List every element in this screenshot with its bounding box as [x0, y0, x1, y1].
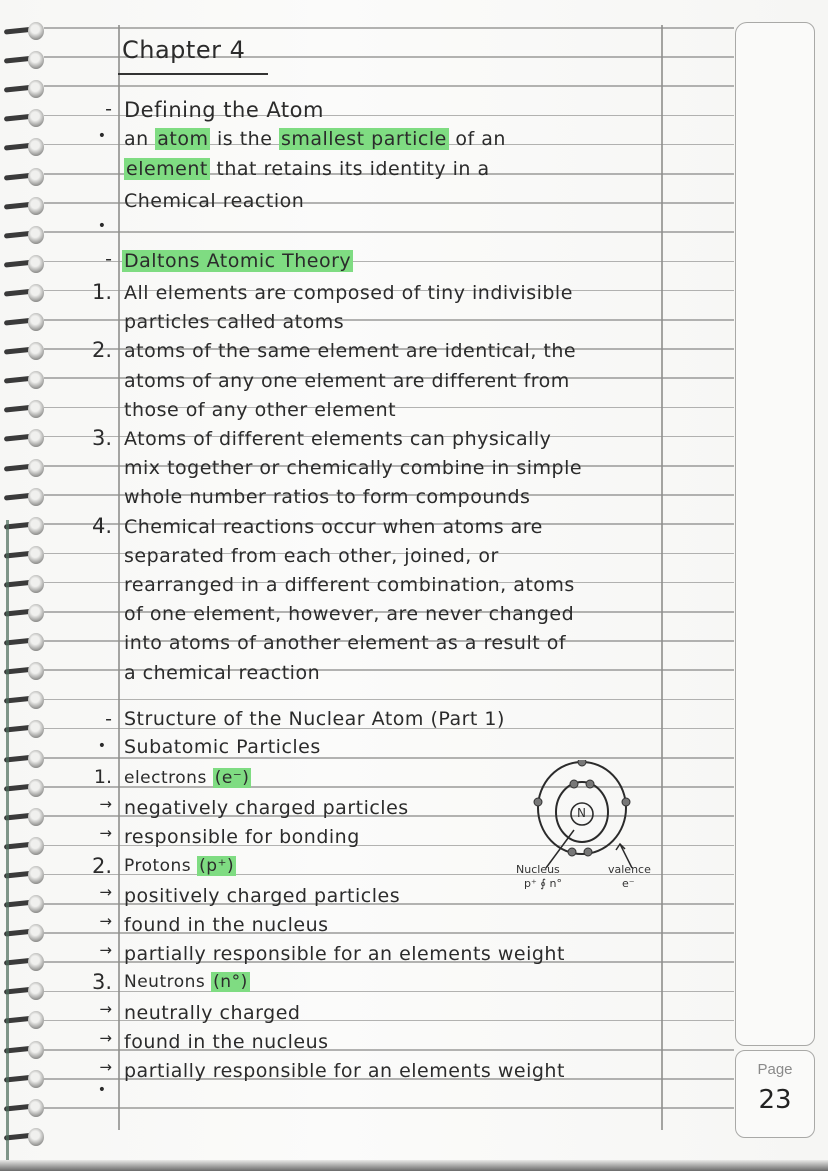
list-item-line: atoms of the same element are identical, the — [124, 340, 577, 363]
spiral-coil — [4, 20, 44, 42]
text: is the — [210, 128, 279, 150]
list-number: 2. — [91, 338, 112, 363]
definition-line-3: Chemical reaction — [124, 190, 305, 212]
spiral-coil — [4, 718, 44, 740]
spiral-coil — [4, 893, 44, 915]
particle-name-line — [124, 768, 251, 788]
valence-label: valence — [608, 863, 651, 876]
spiral-coil — [4, 166, 44, 188]
spiral-coil — [4, 224, 44, 246]
valence-sub-label: e⁻ — [622, 877, 635, 890]
spiral-coil — [4, 195, 44, 217]
section-heading-defining-atom: Defining the Atom — [124, 98, 324, 122]
list-item-line: rearranged in a different combination, atoms — [124, 574, 575, 596]
sub-bullet-marker: • — [97, 738, 106, 754]
section-heading-daltons — [122, 250, 353, 272]
left-margin-line — [118, 25, 120, 1130]
ruled-line — [44, 1107, 734, 1109]
right-margin-line — [661, 25, 663, 1130]
particle-name: electrons — [124, 768, 207, 788]
arrow-icon: → — [99, 999, 112, 1018]
highlight-atom: atom — [157, 128, 209, 150]
chapter-title: Chapter 4 — [122, 36, 246, 64]
particle-point: found in the nucleus — [124, 1030, 329, 1053]
list-item-line: a chemical reaction — [124, 661, 321, 684]
heading-marker: - — [105, 248, 112, 270]
highlight-daltons-heading: Daltons Atomic Theory — [124, 250, 352, 272]
spiral-coil — [4, 573, 44, 595]
ruled-line — [44, 699, 734, 701]
particle-point: partially responsible for an elements weight — [124, 1060, 565, 1082]
particle-symbol-highlight: (e⁻) — [214, 768, 250, 788]
spiral-coil — [4, 515, 44, 537]
highlight-element: element — [126, 158, 208, 180]
arrow-icon: → — [99, 1058, 112, 1076]
bullet-marker: • — [97, 128, 106, 144]
spiral-coil — [4, 806, 44, 828]
particle-number: 1. — [93, 766, 112, 788]
subheading-subatomic: Subatomic Particles — [124, 736, 321, 758]
spiral-coil — [4, 1126, 44, 1148]
list-item-line: All elements are composed of tiny indivisible — [124, 282, 573, 304]
spiral-coil — [4, 253, 44, 275]
spiral-coil — [4, 602, 44, 624]
text: an — [124, 128, 156, 150]
spiral-coil — [4, 922, 44, 944]
spiral-coil — [4, 1009, 44, 1031]
particle-number: 2. — [91, 853, 112, 878]
list-item-line: atoms of any one element are different from — [124, 369, 570, 392]
particle-name: Neutrons — [124, 972, 206, 993]
text: of an — [448, 128, 506, 150]
spiral-coil — [4, 544, 44, 566]
particle-point: neutrally charged — [124, 1001, 301, 1024]
particle-number: 3. — [91, 970, 112, 995]
nucleus-label: Nucleus — [516, 863, 560, 876]
title-underline — [118, 73, 268, 75]
spiral-coil — [4, 427, 44, 449]
particle-point: partially responsible for an elements weight — [124, 943, 565, 966]
spiral-coil — [4, 864, 44, 886]
arrow-icon: → — [99, 795, 112, 814]
spiral-coil — [4, 748, 44, 770]
ruled-line — [44, 231, 734, 233]
list-item-line: those of any other element — [124, 398, 397, 421]
spiral-coil — [4, 951, 44, 973]
particle-point: negatively charged particles — [124, 797, 409, 820]
spiral-coil — [4, 980, 44, 1002]
highlight-smallest-particle: smallest particle — [280, 128, 447, 150]
page-number-tab — [735, 1050, 815, 1138]
particle-symbol-highlight: (n°) — [213, 972, 248, 993]
definition-line-2 — [124, 158, 490, 180]
particle-name-line — [124, 972, 250, 992]
list-item-line: separated from each other, joined, or — [124, 544, 499, 567]
particle-point: positively charged particles — [124, 884, 401, 907]
spiral-coil — [4, 49, 44, 71]
ruled-line — [44, 85, 734, 87]
nucleus-sub-label: p⁺ ∮ n° — [524, 877, 562, 890]
arrow-icon: → — [99, 882, 112, 901]
arrow-icon: → — [99, 1028, 112, 1047]
atom-center-label: N — [577, 806, 586, 820]
particle-symbol-highlight: (p⁺) — [199, 855, 235, 876]
text: that retains its identity in a — [209, 158, 490, 180]
spiral-coil — [4, 1039, 44, 1061]
spiral-coil — [4, 660, 44, 682]
list-item-line: Chemical reactions occur when atoms are — [124, 515, 543, 538]
spiral-coil — [4, 1097, 44, 1119]
atom-diagram — [516, 760, 660, 900]
page-number: 23 — [758, 1085, 792, 1115]
spiral-coil — [4, 835, 44, 857]
particle-point: responsible for bonding — [124, 826, 360, 849]
spiral-coil — [4, 689, 44, 711]
section-heading-structure: Structure of the Nuclear Atom (Part 1) — [124, 708, 505, 730]
arrow-icon: → — [99, 912, 112, 930]
arrow-icon: → — [99, 824, 112, 843]
list-item-line: particles called atoms — [124, 311, 345, 334]
heading-marker: - — [105, 708, 112, 730]
spiral-coil — [4, 136, 44, 158]
spiral-coil — [4, 311, 44, 333]
spiral-coil — [4, 398, 44, 420]
particle-name-line — [124, 856, 236, 876]
page-label: Page — [757, 1061, 793, 1078]
spiral-coil — [4, 78, 44, 100]
list-item-line: of one element, however, are never changed — [124, 603, 575, 626]
notebook-spine — [6, 520, 9, 1160]
list-item-line: Atoms of different elements can physically — [124, 428, 552, 450]
spiral-coil — [4, 486, 44, 508]
spiral-coil — [4, 457, 44, 479]
spiral-coil — [4, 369, 44, 391]
list-item-line: mix together or chemically combine in simple — [124, 457, 583, 480]
list-number: 4. — [91, 513, 112, 538]
trailing-bullet: • — [97, 1082, 106, 1098]
heading-marker: - — [105, 98, 112, 120]
list-item-line: into atoms of another element as a result of — [124, 632, 567, 655]
particle-name: Protons — [124, 855, 192, 876]
list-number: 1. — [91, 280, 112, 304]
spiral-coil — [4, 631, 44, 653]
spiral-coil — [4, 282, 44, 304]
spiral-coil — [4, 340, 44, 362]
spiral-coil — [4, 107, 44, 129]
definition-line-1 — [124, 128, 506, 150]
particle-point: found in the nucleus — [124, 914, 329, 936]
arrow-icon: → — [99, 941, 112, 960]
page-bottom-edge — [0, 1160, 828, 1171]
side-tab-blank — [735, 22, 815, 1046]
spiral-coil — [4, 777, 44, 799]
ruled-line — [44, 27, 734, 29]
list-number: 3. — [91, 426, 112, 450]
list-item-line: whole number ratios to form compounds — [124, 486, 531, 509]
empty-bullet: • — [97, 218, 106, 234]
spiral-coil — [4, 1068, 44, 1090]
